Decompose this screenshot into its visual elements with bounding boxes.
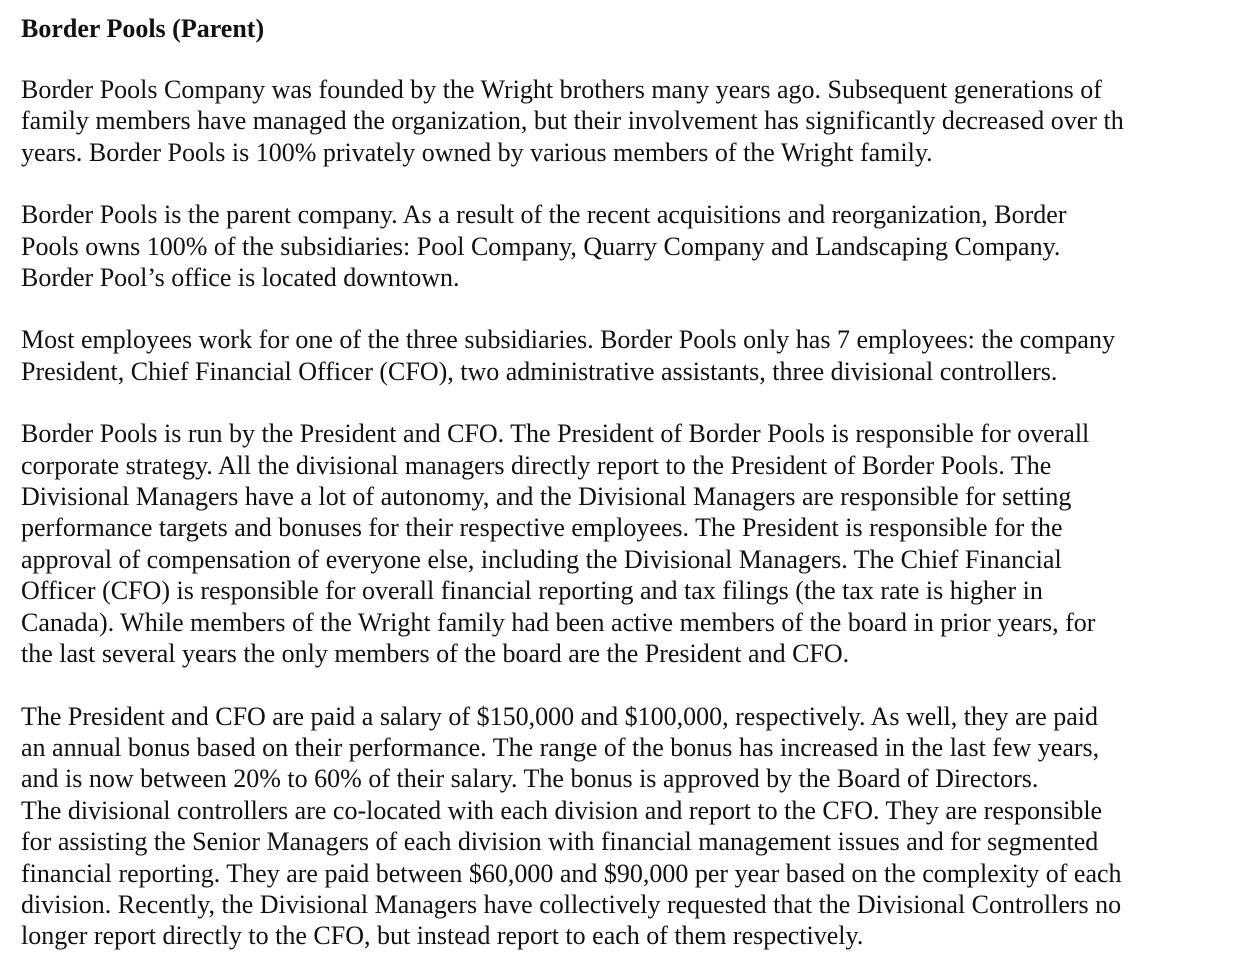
paragraph-line: and is now between 20% to 60% of their salary. The bonus is approved by the Board of Directors. — [21, 764, 1039, 794]
paragraph-line: corporate strategy. All the divisional managers directly report to the President of Border Pools. The — [21, 450, 1052, 480]
paragraph-line: Border Pool’s office is located downtown. — [21, 263, 460, 293]
paragraph-line: for assisting the Senior Managers of each division with financial management issues and for segmented — [21, 827, 1099, 857]
paragraph-line: Border Pools is run by the President and CFO. The President of Border Pools is responsible for overall — [21, 419, 1090, 449]
paragraph-line: financial reporting. They are paid between $60,000 and $90,000 per year based on the complexity of each — [21, 858, 1122, 888]
document-title: Border Pools (Parent) — [21, 14, 265, 43]
paragraph-line: Officer (CFO) is responsible for overall financial reporting and tax filings (the tax rate is higher in — [21, 576, 1043, 606]
paragraph-line: an annual bonus based on their performance. The range of the bonus has increased in the last few years, — [21, 732, 1100, 762]
paragraph-line: President, Chief Financial Officer (CFO), two administrative assistants, three divisional controllers. — [21, 356, 1058, 386]
paragraph-line: Divisional Managers have a lot of autonomy, and the Divisional Managers are responsible for setting — [21, 482, 1072, 512]
paragraph-line: Canada). While members of the Wright family had been active members of the board in prior years, for — [21, 607, 1096, 637]
paragraph-line: family members have managed the organization, but their involvement has significantly decreased over th — [21, 106, 1124, 136]
paragraph-structure — [21, 199, 1241, 293]
paragraph-line: longer report directly to the CFO, but instead report to each of them respectively. — [21, 921, 864, 951]
paragraph-history — [21, 74, 1241, 168]
paragraph-line: Border Pools Company was founded by the Wright brothers many years ago. Subsequent generations of — [21, 75, 1102, 104]
paragraph-line: Most employees work for one of the three subsidiaries. Border Pools only has 7 employees: the company — [21, 325, 1115, 355]
paragraph-line: division. Recently, the Divisional Managers have collectively requested that the Divisional Controllers no — [21, 889, 1122, 919]
paragraph-employees — [21, 324, 1241, 387]
paragraph-line: approval of compensation of everyone else, including the Divisional Managers. The Chief Financial — [21, 544, 1062, 574]
paragraph-compensation — [21, 701, 1241, 952]
paragraph-line: The divisional controllers are co-located with each division and report to the CFO. They are responsible — [21, 795, 1103, 825]
paragraph-line: Pools owns 100% of the subsidiaries: Pool Company, Quarry Company and Landscaping Company. — [21, 231, 1061, 261]
paragraph-line: years. Border Pools is 100% privately owned by various members of the Wright family. — [21, 137, 933, 167]
paragraph-line: The President and CFO are paid a salary of $150,000 and $100,000, respectively. As well, they are paid — [21, 701, 1099, 731]
paragraph-line: Border Pools is the parent company. As a result of the recent acquisitions and reorganization, Border — [21, 200, 1067, 230]
paragraph-line: performance targets and bonuses for their respective employees. The President is responsible for the — [21, 513, 1063, 543]
paragraph-line: the last several years the only members of the board are the President and CFO. — [21, 639, 850, 669]
paragraph-governance — [21, 418, 1241, 669]
document-page — [21, 12, 1241, 952]
